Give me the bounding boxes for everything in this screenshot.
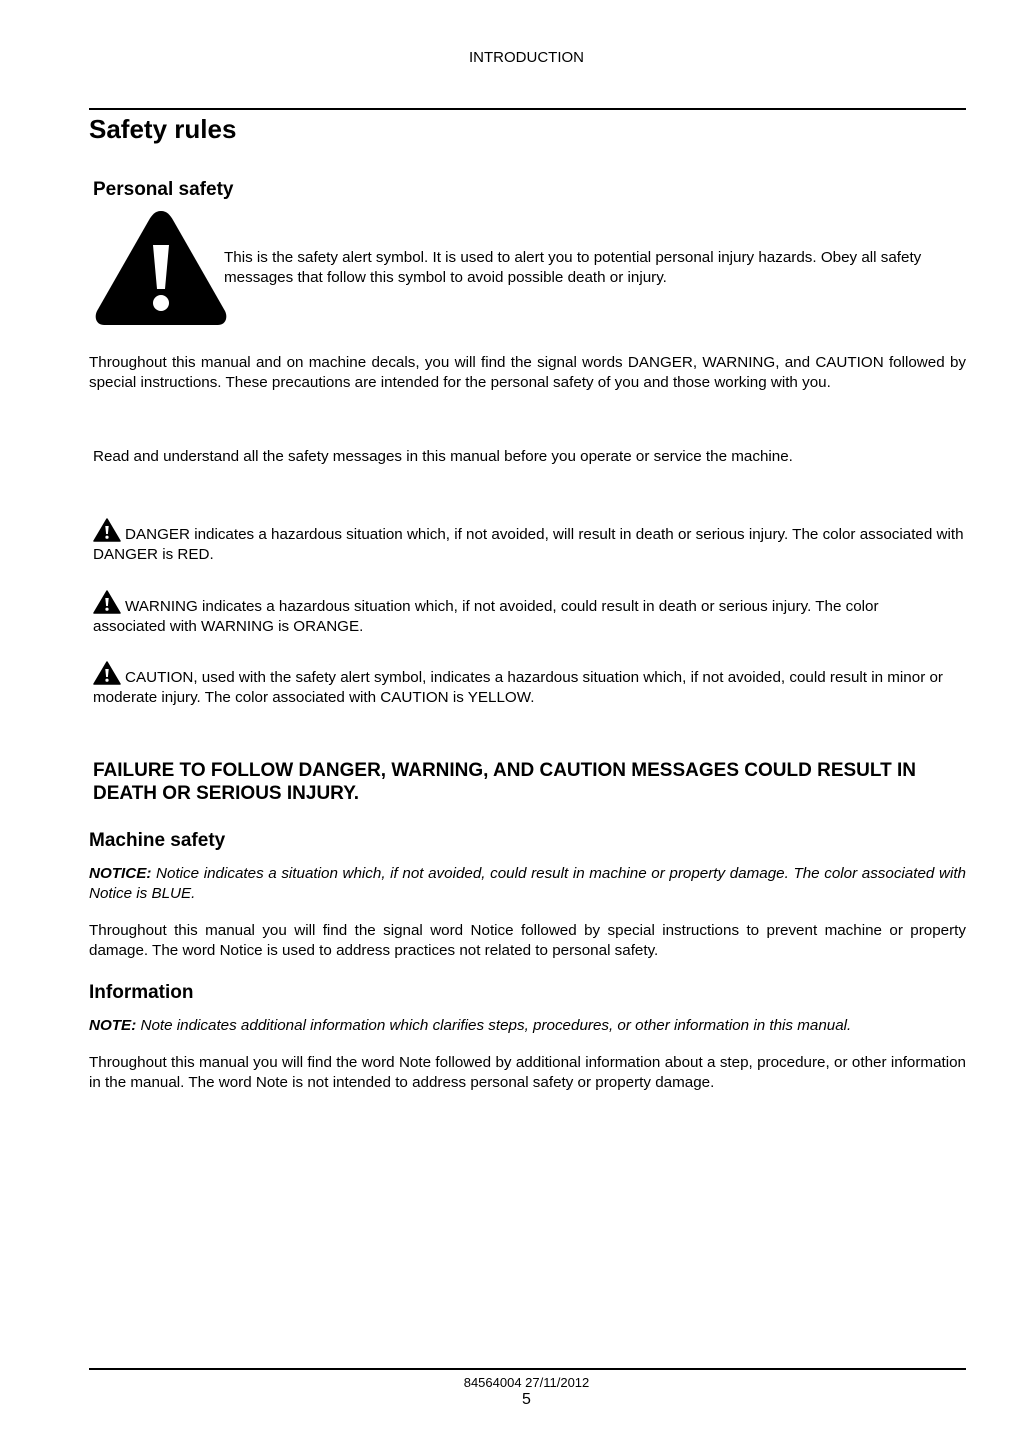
danger-paragraph — [93, 518, 965, 565]
page-number: 5 — [522, 1391, 531, 1408]
read-understand-paragraph: Read and understand all the safety messages in this manual before you operate or service the machine. — [93, 448, 793, 465]
notice-text: Notice indicates a situation which, if not avoided, could result in machine or property damage. The color associated with Notice is BLUE. — [89, 865, 966, 902]
note-body-paragraph: Throughout this manual you will find the word Note followed by additional information about a step, procedure, or other information in the manual. The word Note is not intended to address personal safety or property damage. — [89, 1054, 966, 1091]
caution-paragraph — [93, 661, 965, 708]
note-label: NOTE: — [89, 1017, 137, 1034]
caution-text: CAUTION, used with the safety alert symbol, indicates a hazardous situation which, if not avoided, could result in minor or moderate injury. The color associated with CAUTION is YELLOW. — [93, 669, 943, 706]
alert-symbol-text: This is the safety alert symbol. It is used to alert you to potential personal injury hazards. Obey all safety messages that follow this symbol to avoid possible death or injury. — [224, 249, 922, 286]
note-paragraph — [89, 1016, 966, 1036]
notice-label: NOTICE: — [89, 865, 152, 882]
page-title: Safety rules — [89, 114, 237, 144]
information-heading: Information — [89, 982, 194, 1003]
footer-doc-id: 84564004 27/11/2012 — [463, 1375, 590, 1390]
warning-text: WARNING indicates a hazardous situation which, if not avoided, could result in death or serious injury. The color associated with WARNING is ORANGE. — [93, 598, 879, 635]
signal-words-paragraph: Throughout this manual and on machine decals, you will find the signal words DANGER, WARNING, and CAUTION followed by special instructions. These precautions are intended for the personal safety of you and those working with you. — [89, 354, 966, 391]
warning-triangle-icon — [93, 518, 121, 542]
danger-text: DANGER indicates a hazardous situation which, if not avoided, will result in death or serious injury. The color associated with DANGER is RED. — [93, 526, 964, 563]
note-text: Note indicates additional information which clarifies steps, procedures, or other information in this manual. — [136, 1017, 852, 1034]
notice-paragraph — [89, 864, 966, 904]
header-rule — [89, 108, 966, 110]
notice-body-paragraph: Throughout this manual you will find the signal word Notice followed by special instructions to prevent machine or property damage. The word Notice is used to address practices not related to personal safety. — [89, 922, 966, 959]
warning-triangle-icon — [93, 661, 121, 685]
failure-warning-statement: FAILURE TO FOLLOW DANGER, WARNING, AND CAUTION MESSAGES COULD RESULT IN DEATH OR SERIOUS INJURY. — [93, 760, 916, 804]
warning-triangle-icon — [93, 590, 121, 614]
personal-safety-heading: Personal safety — [93, 179, 234, 200]
warning-triangle-icon — [93, 207, 229, 327]
running-header: INTRODUCTION — [469, 49, 584, 66]
warning-paragraph — [93, 590, 923, 637]
machine-safety-heading: Machine safety — [89, 830, 226, 851]
footer-rule — [89, 1368, 966, 1370]
